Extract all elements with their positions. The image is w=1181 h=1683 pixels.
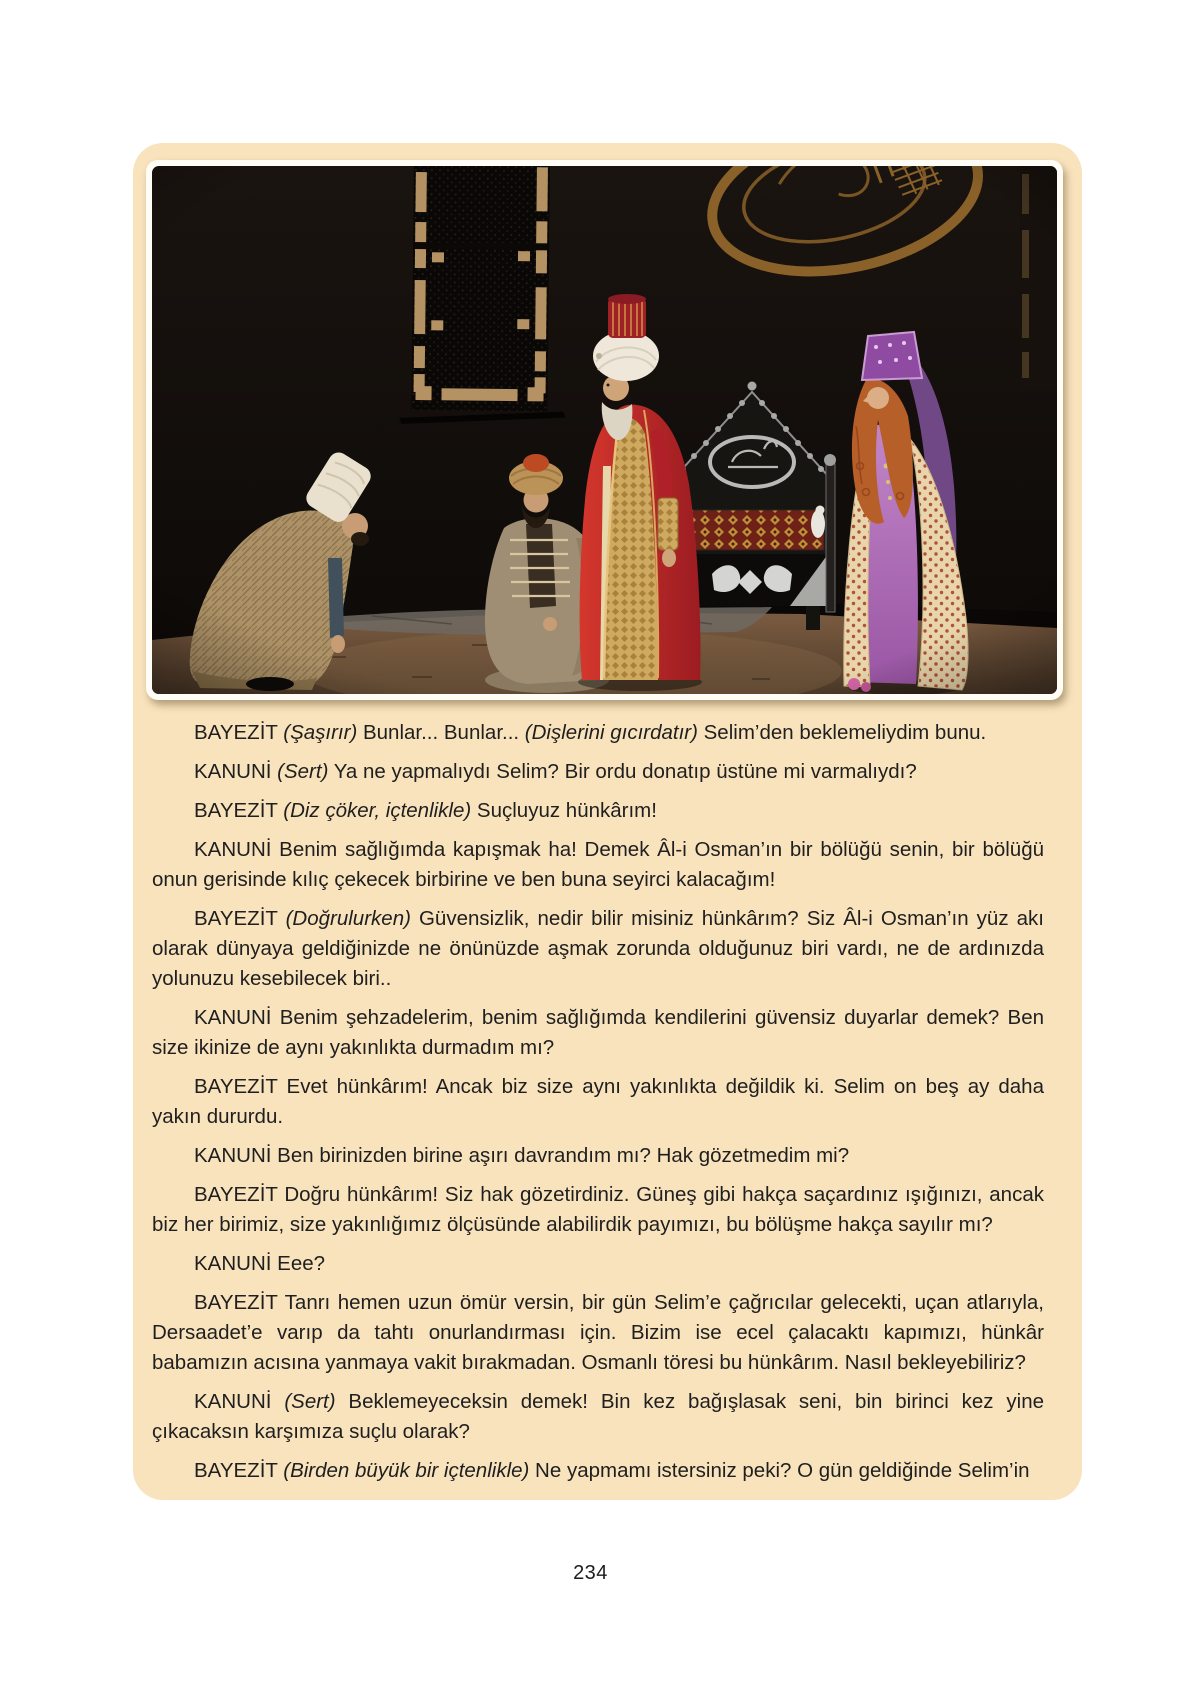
dialogue-text: Selim’den beklemeliydim bunu. [697, 721, 987, 744]
speaker-name: BAYEZİT [194, 1075, 287, 1098]
dialogue-paragraph [152, 1003, 1044, 1063]
speaker-name: BAYEZİT [194, 1183, 285, 1206]
speaker-name: KANUNİ [194, 1144, 278, 1167]
dialogue-paragraph [152, 796, 1044, 826]
stage-direction: (Şaşırır) [283, 721, 358, 744]
dialogue-text: Ya ne yapmalıydı Selim? Bir ordu donatıp üstüne mi varmalıydı? [328, 760, 917, 783]
speaker-name: KANUNİ [194, 1390, 285, 1413]
stage-direction: (Dişlerini gıcırdatır) [524, 721, 698, 744]
speaker-name: BAYEZİT [194, 799, 284, 822]
page-number: 234 [573, 1562, 608, 1584]
dialogue-paragraph [152, 835, 1044, 895]
dialogue-paragraph [152, 1456, 1044, 1486]
dialogue-paragraph [152, 1249, 1044, 1279]
dialogue-paragraph [152, 718, 1044, 748]
dialogue-text: Doğru hünkârım! Siz hak gözetirdiniz. Güneş gibi hakça saçardınız ışığınızı, ancak biz her birimiz, size yakınlığımız ölçüsünde alabilirdik payımızı, bu bölüşme hakça sayılır mı? [152, 1183, 1044, 1236]
speaker-name: KANUNİ [194, 1252, 278, 1275]
photo-frame [146, 160, 1063, 700]
stage-direction: (Sert) [284, 1390, 336, 1413]
speaker-name: KANUNİ [194, 1006, 280, 1029]
stage-direction: (Birden büyük bir içtenlikle) [283, 1459, 530, 1482]
dialogue-text: Güvensizlik, nedir bilir misiniz hünkârım? Siz Âl-i Osman’ın yüz akı olarak dünyaya geldiğinizde ne önünüzde aşmak zorunda olduğunuz biri vardı, ne de ardınızda yolunuzu kesebilecek biri.. [152, 907, 1044, 990]
stage-direction: (Doğrulurken) [285, 907, 411, 930]
dialogue-text: Ne yapmamı istersiniz peki? O gün geldiğinde Selim’in [529, 1459, 1030, 1482]
dialogue-paragraph [152, 1288, 1044, 1378]
dialogue-paragraph [152, 1180, 1044, 1240]
dialogue [152, 718, 1044, 1495]
speaker-name: BAYEZİT [194, 721, 284, 744]
dialogue-text: Benim şehzadelerim, benim sağlığımda kendilerini güvensiz duyarlar demek? Ben size ikinize de aynı yakınlıkta durmadım mı? [152, 1006, 1044, 1059]
speaker-name: KANUNİ [194, 760, 278, 783]
dialogue-paragraph [152, 1072, 1044, 1132]
dialogue-text: Suçluyuz hünkârım! [471, 799, 657, 822]
dialogue-paragraph [152, 757, 1044, 787]
dialogue-paragraph [152, 904, 1044, 994]
speaker-name: BAYEZİT [194, 1459, 284, 1482]
speaker-name: BAYEZİT [194, 1291, 285, 1314]
stage-direction: (Sert) [277, 760, 329, 783]
speaker-name: BAYEZİT [194, 907, 286, 930]
dialogue-text: Benim sağlığımda kapışmak ha! Demek Âl-i Osman’ın bir bölüğü senin, bir bölüğü onun gerisinde kılıç çekecek birbirine ve ben buna seyirci kalacağım! [152, 838, 1044, 891]
dialogue-paragraph [152, 1141, 1044, 1171]
dialogue-text: Beklemeyeceksin demek! Bin kez bağışlasak seni, bin birinci kez yine çıkacaksın karşımıza suçlu olarak? [152, 1390, 1044, 1443]
page-card [133, 143, 1082, 1500]
stage-direction: (Diz çöker, içtenlikle) [283, 799, 472, 822]
dialogue-paragraph [152, 1387, 1044, 1447]
dialogue-text: Tanrı hemen uzun ömür versin, bir gün Selim’e çağrıcılar gelecekti, uçan atlarıyla, Dersaadet’e varıp da tahtı onurlandırması için. Bizim ise ecel çalacaktı kapımızı, hünkâr babamızın acısına yanmaya vakit bırakmadan. Osmanlı töresi bu hünkârım. Nasıl bekleyebiliriz? [152, 1291, 1044, 1374]
photo-vignette [152, 166, 1057, 694]
dialogue-text: Ben birinizden birine aşırı davrandım mı? Hak gözetmedim mi? [277, 1144, 850, 1167]
dialogue-text: Eee? [277, 1252, 326, 1275]
speaker-name: KANUNİ [194, 838, 280, 861]
dialogue-text: Evet hünkârım! Ancak biz size aynı yakınlıkta değildik ki. Selim on beş ay daha yakın dururdu. [152, 1075, 1044, 1128]
stage-photo [152, 166, 1057, 694]
dialogue-text: Bunlar... Bunlar... [357, 721, 525, 744]
